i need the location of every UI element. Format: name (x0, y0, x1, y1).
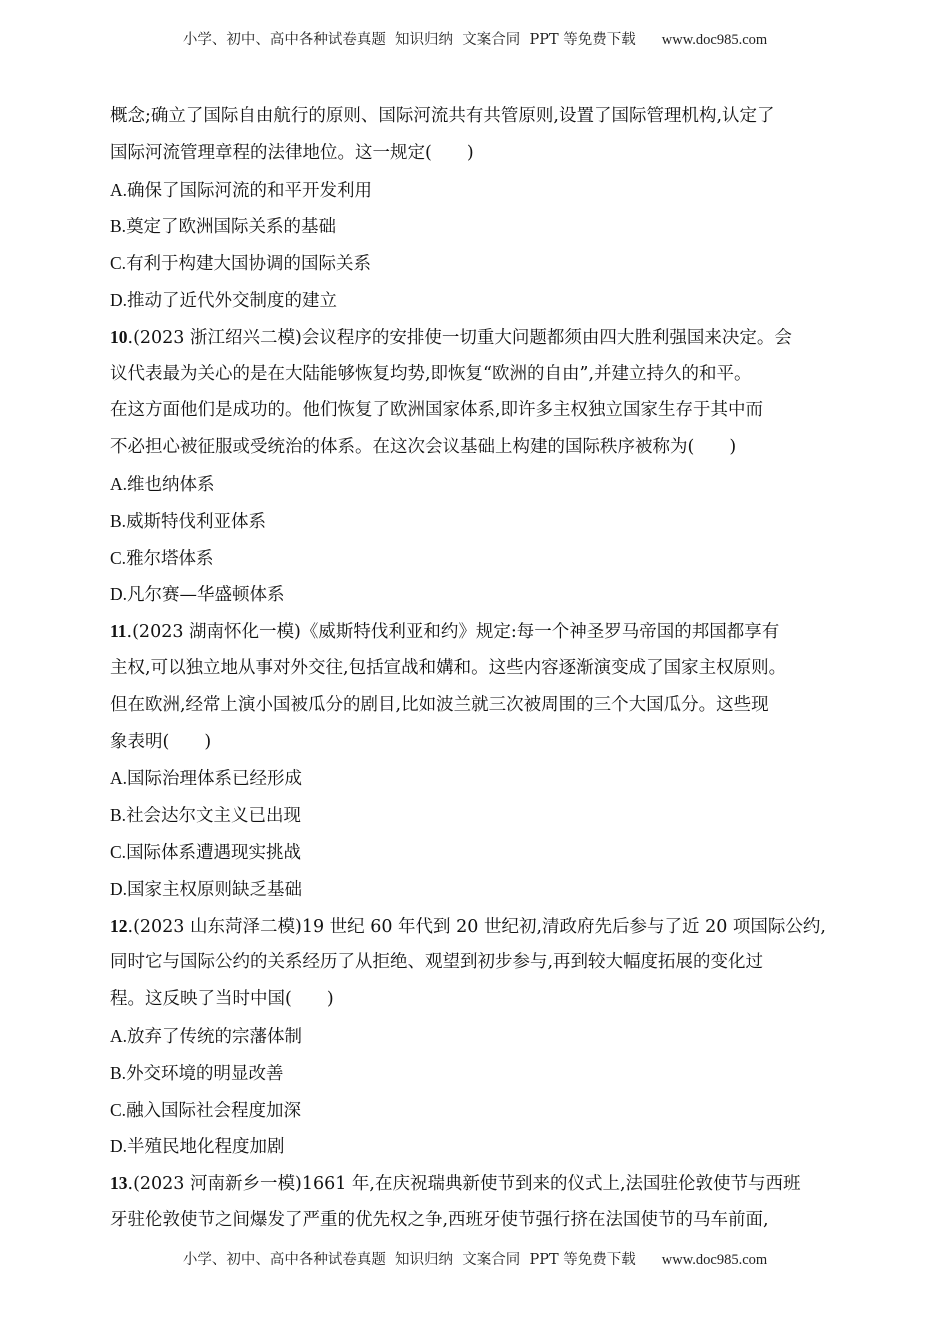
question-text-line: 国际河流管理章程的法律地位。这一规定( ) (110, 142, 474, 163)
option-c: C.有利于构建大国协调的国际关系 (110, 253, 372, 275)
question-11 (110, 613, 850, 907)
question-number: 10 (110, 326, 128, 347)
option-d: D.半殖民地化程度加剧 (110, 1136, 285, 1158)
question-first-line: 11.(2023 湖南怀化一模)《威斯特伐利亚和约》规定:每一个神圣罗马帝国的邦国都享有 (110, 621, 780, 643)
question-number: 13 (110, 1173, 128, 1194)
question-source: .(2023 山东菏泽二模) (127, 916, 302, 937)
option-d: D.凡尔赛—华盛顿体系 (110, 584, 285, 606)
option-a: A.确保了国际河流的和平开发利用 (110, 179, 373, 201)
question-9-continued (110, 98, 850, 319)
question-text-line: 象表明( ) (110, 731, 212, 752)
option-d: D.推动了近代外交制度的建立 (110, 289, 338, 311)
page-header (0, 28, 950, 49)
question-source: .(2023 浙江绍兴二模) (127, 327, 302, 348)
question-number: 12 (110, 915, 128, 936)
question-text-line: 不必担心被征服或受统治的体系。在这次会议基础上构建的国际秩序被称为( ) (110, 437, 737, 458)
option-c: C.国际体系遭遇现实挑战 (110, 841, 302, 863)
option-c: C.融入国际社会程度加深 (110, 1099, 302, 1121)
option-b: B.外交环境的明显改善 (110, 1062, 284, 1084)
question-text-line: 议代表最为关心的是在大陆能够恢复均势,即恢复“欧洲的自由”,并建立持久的和平。 (110, 363, 752, 384)
option-b: B.社会达尔文主义已出现 (110, 805, 302, 827)
option-a: A.维也纳体系 (110, 473, 215, 495)
option-b: B.威斯特伐利亚体系 (110, 510, 267, 532)
question-first-line: 10.(2023 浙江绍兴二模)会议程序的安排使一切重大问题都须由四大胜利强国来决定。会 (110, 326, 792, 348)
question-text-line: 牙驻伦敦使节之间爆发了严重的优先权之争,西班牙使节强行挤在法国使节的马车前面, (110, 1209, 769, 1230)
question-number: 11 (110, 621, 127, 642)
option-c: C.雅尔塔体系 (110, 547, 214, 569)
page-content (110, 98, 850, 1239)
question-first-line: 12.(2023 山东菏泽二模)19 世纪 60 年代到 20 世纪初,清政府先后参与了近 20 项国际公约, (110, 915, 826, 937)
question-text-line: 但在欧洲,经常上演小国被瓜分的剧目,比如波兰就三次被周围的三个大国瓜分。这些现 (110, 694, 769, 715)
footer-url[interactable]: www.doc985.com (661, 1252, 768, 1268)
option-a: A.放弃了传统的宗藩体制 (110, 1025, 303, 1047)
footer-text: 小学、初中、高中各种试卷真题 知识归纳 文案合同 PPT 等免费下载 (182, 1252, 636, 1268)
header-url[interactable]: www.doc985.com (661, 32, 768, 48)
question-source: .(2023 河南新乡一模) (127, 1174, 302, 1195)
question-13 (110, 1165, 850, 1239)
option-d: D.国家主权原则缺乏基础 (110, 878, 303, 900)
question-text-line: 在这方面他们是成功的。他们恢复了欧洲国家体系,即许多主权独立国家生存于其中而 (110, 400, 764, 421)
question-text-line: 主权,可以独立地从事对外交往,包括宣战和媾和。这些内容逐渐演变成了国家主权原则。 (110, 657, 787, 678)
question-first-line: 13.(2023 河南新乡一模)1661 年,在庆祝瑞典新使节到来的仪式上,法国驻伦敦使节与西班 (110, 1173, 801, 1195)
page-footer (0, 1248, 950, 1269)
question-12 (110, 908, 850, 1166)
option-a: A.国际治理体系已经形成 (110, 768, 303, 790)
header-text: 小学、初中、高中各种试卷真题 知识归纳 文案合同 PPT 等免费下载 (182, 32, 636, 48)
option-b: B.奠定了欧洲国际关系的基础 (110, 216, 337, 238)
question-10 (110, 319, 850, 613)
question-text-line: 程。这反映了当时中国( ) (110, 989, 334, 1010)
question-text-line: 概念;确立了国际自由航行的原则、国际河流共有共管原则,设置了国际管理机构,认定了 (110, 106, 775, 126)
question-source: .(2023 湖南怀化一模) (126, 622, 301, 643)
question-text-line: 同时它与国际公约的关系经历了从拒绝、观望到初步参与,再到较大幅度拓展的变化过 (110, 952, 764, 973)
